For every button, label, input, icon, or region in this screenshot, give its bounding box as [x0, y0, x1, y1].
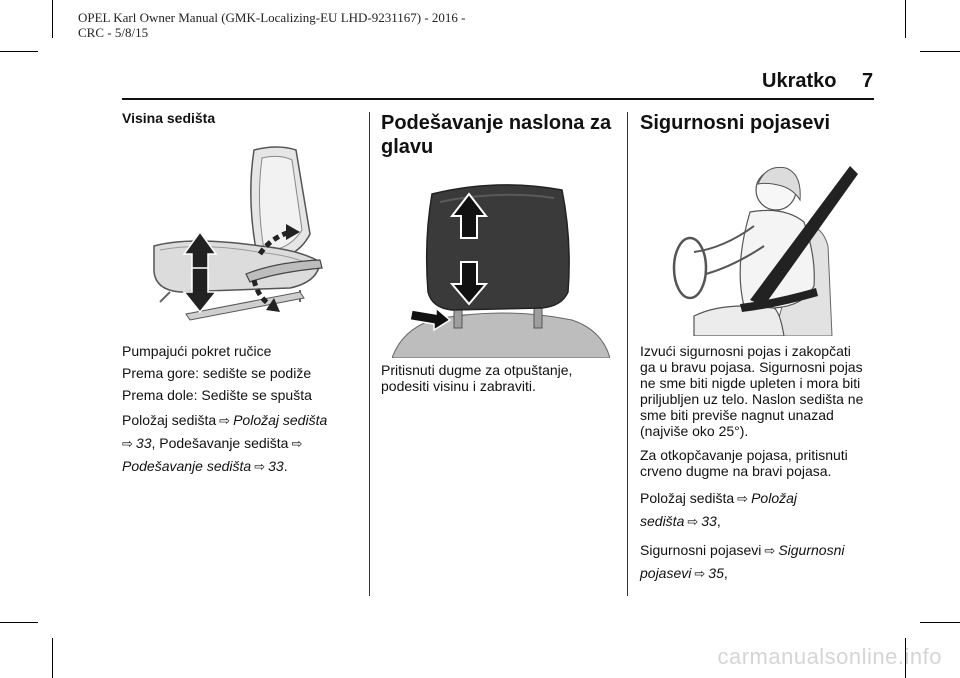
document-meta [78, 10, 466, 40]
paragraph: Pumpajući pokret ručice [122, 343, 272, 359]
paragraph-text: . [283, 458, 288, 474]
headrest-heading [381, 111, 611, 159]
text-line: Za otkopčavanje pojasa, pritisnuti [640, 447, 848, 463]
header-rule [122, 98, 874, 100]
text-line: (najviše oko 25°). [640, 423, 749, 439]
seatbelt-illustration [654, 156, 864, 336]
text-line: crveno dugme na bravi pojasa. [640, 463, 832, 479]
seat-height-text [122, 343, 362, 478]
seatbelt-text [640, 343, 880, 585]
cross-reference-link[interactable]: sedišta [640, 513, 685, 529]
seat-height-illustration [150, 142, 330, 324]
cross-reference-link[interactable]: Položaj [751, 490, 797, 506]
paragraph-text: , [723, 565, 728, 581]
cross-reference-link[interactable]: pojasevi [640, 565, 692, 581]
page-reference[interactable]: 33 [268, 458, 284, 474]
crop-mark [52, 638, 53, 678]
crop-mark [920, 622, 960, 623]
headrest-illustration [392, 180, 610, 358]
heading-line: glavu [381, 136, 434, 158]
text-line: Izvući sigurnosni pojas i zakopčati [640, 343, 851, 359]
paragraph [640, 539, 880, 585]
reference-arrow-icon: ⇨ [291, 436, 303, 451]
text-line: podesiti visinu i zabraviti. [381, 378, 536, 394]
page-reference[interactable]: 35 [708, 565, 724, 581]
cross-reference-link[interactable]: Podešavanje sedišta [122, 458, 252, 474]
section-title: Ukratko [762, 70, 837, 92]
reference-arrow-icon: ⇨ [764, 543, 776, 558]
text-line: ne sme biti nigde upleten i mora biti [640, 375, 861, 391]
cross-reference-link[interactable]: Sigurnosni [778, 542, 845, 558]
paragraph-text: , [716, 513, 721, 529]
crop-mark [52, 0, 53, 38]
watermark: carmanualsonline.info [717, 644, 942, 669]
paragraph [122, 409, 362, 478]
crop-mark [0, 622, 38, 623]
paragraph [640, 447, 880, 479]
column-divider [369, 112, 370, 596]
meta-line-2: CRC - 5/8/15 [78, 25, 149, 40]
reference-arrow-icon: ⇨ [219, 413, 231, 428]
cross-reference-link[interactable]: Položaj sedišta [233, 412, 328, 428]
heading-line: Podešavanje naslona za [381, 112, 612, 134]
paragraph-text: Položaj sedišta [640, 490, 735, 506]
reference-arrow-icon: ⇨ [687, 514, 699, 529]
page-reference[interactable]: 33 [701, 513, 717, 529]
paragraph: Prema gore: sedište se podiže [122, 365, 312, 381]
headrest-text [381, 362, 621, 394]
paragraph-text: Položaj sedišta [122, 412, 217, 428]
paragraph-text: Sigurnosni pojasevi [640, 542, 762, 558]
text-line: sme biti previše nagnut unazad [640, 407, 834, 423]
text-line: priljubljen uz telo. Naslon sedišta ne [640, 391, 864, 407]
crop-mark [905, 0, 906, 38]
text-line: Pritisnuti dugme za otpuštanje, [381, 362, 573, 378]
reference-arrow-icon: ⇨ [254, 459, 266, 474]
page-number: 7 [862, 70, 874, 92]
text-line: ga u bravu pojasa. Sigurnosni pojas [640, 359, 863, 375]
crop-mark [920, 51, 960, 52]
paragraph-text: , Podešavanje sedišta [151, 435, 289, 451]
paragraph [640, 343, 880, 439]
crop-mark [0, 51, 38, 52]
paragraph [640, 487, 880, 533]
paragraph: Prema dole: Sedište se spušta [122, 387, 312, 403]
seatbelt-heading: Sigurnosni pojasevi [640, 112, 831, 134]
reference-arrow-icon: ⇨ [122, 436, 133, 451]
seat-height-heading: Visina sedišta [122, 110, 216, 126]
reference-arrow-icon: ⇨ [694, 566, 706, 581]
reference-arrow-icon: ⇨ [737, 491, 749, 506]
column-divider [627, 112, 628, 596]
page-reference[interactable]: 33 [135, 435, 152, 451]
meta-line-1: OPEL Karl Owner Manual (GMK-Localizing-EU LHD-9231167) - 2016 - [78, 10, 466, 25]
